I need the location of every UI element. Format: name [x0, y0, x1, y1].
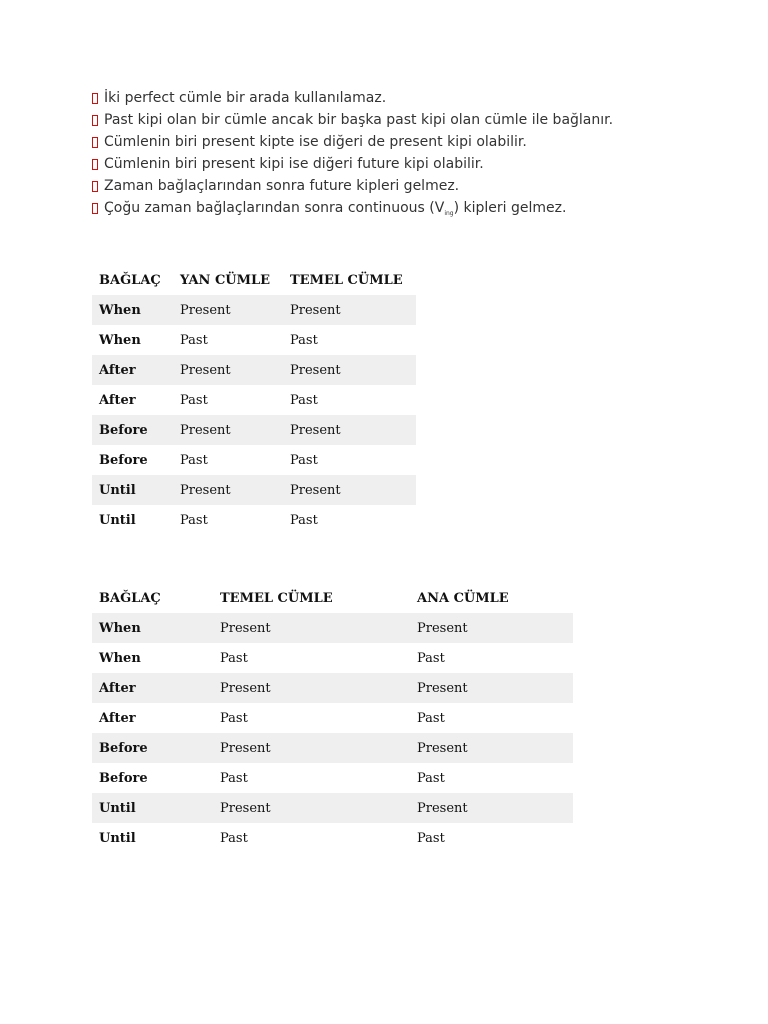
table-cell: Before [99, 770, 148, 786]
table-row [92, 325, 416, 355]
table-cell: Present [213, 793, 410, 823]
table-row [92, 505, 416, 535]
table-cell: Present [283, 475, 416, 505]
table-row [92, 385, 416, 415]
table-cell: Present [283, 355, 416, 385]
table-row [92, 295, 416, 325]
table-cell: When [99, 332, 141, 348]
table-cell: Present [213, 733, 410, 763]
table-cell: Until [99, 512, 136, 528]
table-cell: Past [417, 770, 445, 786]
rule-subscript: ing [444, 209, 454, 217]
table-cell: Past [290, 392, 318, 408]
table-cell: Past [220, 830, 248, 846]
table-row [92, 733, 573, 763]
table-row [92, 355, 416, 385]
rule-text [104, 200, 566, 217]
rule-item [92, 109, 613, 131]
table-row [92, 763, 573, 793]
rule-item [92, 153, 613, 175]
table-cell: Present [410, 793, 573, 823]
table-cell: When [92, 613, 213, 643]
rule-text-start: Çoğu zaman bağlaçlarından sonra continuous (V [104, 199, 445, 216]
table-cell: After [99, 710, 136, 726]
bullet-icon [92, 137, 98, 148]
table-cell: Past [290, 452, 318, 468]
rule-text: Past kipi olan bir cümle ancak bir başka past kipi olan cümle ile bağlanır. [104, 112, 614, 128]
table-cell: Present [213, 613, 410, 643]
table-cell: Present [283, 415, 416, 445]
table-row [92, 703, 573, 733]
rule-text: Cümlenin biri present kipte ise diğeri de present kipi olabilir. [104, 134, 527, 150]
bullet-icon [92, 181, 98, 192]
bullet-icon [92, 203, 98, 214]
table-cell: Past [290, 332, 318, 348]
table-row [92, 823, 573, 853]
rule-item [92, 87, 613, 109]
rule-item [92, 175, 613, 197]
table-cell: Present [410, 733, 573, 763]
table-cell: Present [173, 475, 283, 505]
table-cell: Before [99, 452, 148, 468]
table-cell: Past [220, 770, 248, 786]
table-row [92, 793, 573, 823]
column-header: YAN CÜMLE [180, 272, 271, 288]
table-cell: Before [92, 415, 173, 445]
table-cell: When [99, 650, 141, 666]
table-row [92, 475, 416, 505]
table-cell: Present [410, 673, 573, 703]
table-row [92, 613, 573, 643]
rule-text: İki perfect cümle bir arada kullanılamaz. [104, 90, 387, 106]
table-cell: Until [99, 830, 136, 846]
table-cell: After [99, 392, 136, 408]
table-cell: Present [173, 415, 283, 445]
table-cell: Past [290, 512, 318, 528]
table-cell: Past [180, 332, 208, 348]
table-header-row [92, 265, 416, 295]
table-cell: When [92, 295, 173, 325]
table-cell: Past [180, 392, 208, 408]
table-row [92, 415, 416, 445]
table-cell: Present [410, 613, 573, 643]
table-row [92, 643, 573, 673]
table-cell: After [92, 355, 173, 385]
bullet-icon [92, 93, 98, 104]
table-cell: Past [220, 650, 248, 666]
table-cell: Present [173, 295, 283, 325]
column-header: TEMEL CÜMLE [290, 272, 403, 288]
rule-text: Zaman bağlaçlarından sonra future kipleri gelmez. [104, 178, 460, 194]
table-cell: Present [173, 355, 283, 385]
rule-item [92, 131, 613, 153]
table-cell: Until [92, 475, 173, 505]
table-cell: After [92, 673, 213, 703]
table-cell: Present [213, 673, 410, 703]
table-cell: Past [417, 710, 445, 726]
table-cell: Past [180, 452, 208, 468]
rule-text: Cümlenin biri present kipi ise diğeri future kipi olabilir. [104, 156, 484, 172]
table-cell: Past [417, 830, 445, 846]
column-header: TEMEL CÜMLE [220, 590, 333, 606]
table-cell: Past [180, 512, 208, 528]
conjunction-table-1 [92, 265, 416, 535]
bullet-icon [92, 115, 98, 126]
bullet-icon [92, 159, 98, 170]
rule-item [92, 197, 613, 219]
column-header: BAĞLAÇ [99, 590, 161, 606]
rules-list [92, 87, 613, 219]
table-row [92, 445, 416, 475]
column-header: ANA CÜMLE [417, 590, 509, 606]
table-cell: Until [92, 793, 213, 823]
table-cell: Past [417, 650, 445, 666]
table-header-row [92, 583, 573, 613]
table-cell: Past [220, 710, 248, 726]
rule-text-end: ) kipleri gelmez. [453, 199, 567, 216]
conjunction-table-2 [92, 583, 573, 853]
table-cell: Present [283, 295, 416, 325]
column-header: BAĞLAÇ [99, 272, 161, 288]
table-cell: Before [92, 733, 213, 763]
table-row [92, 673, 573, 703]
